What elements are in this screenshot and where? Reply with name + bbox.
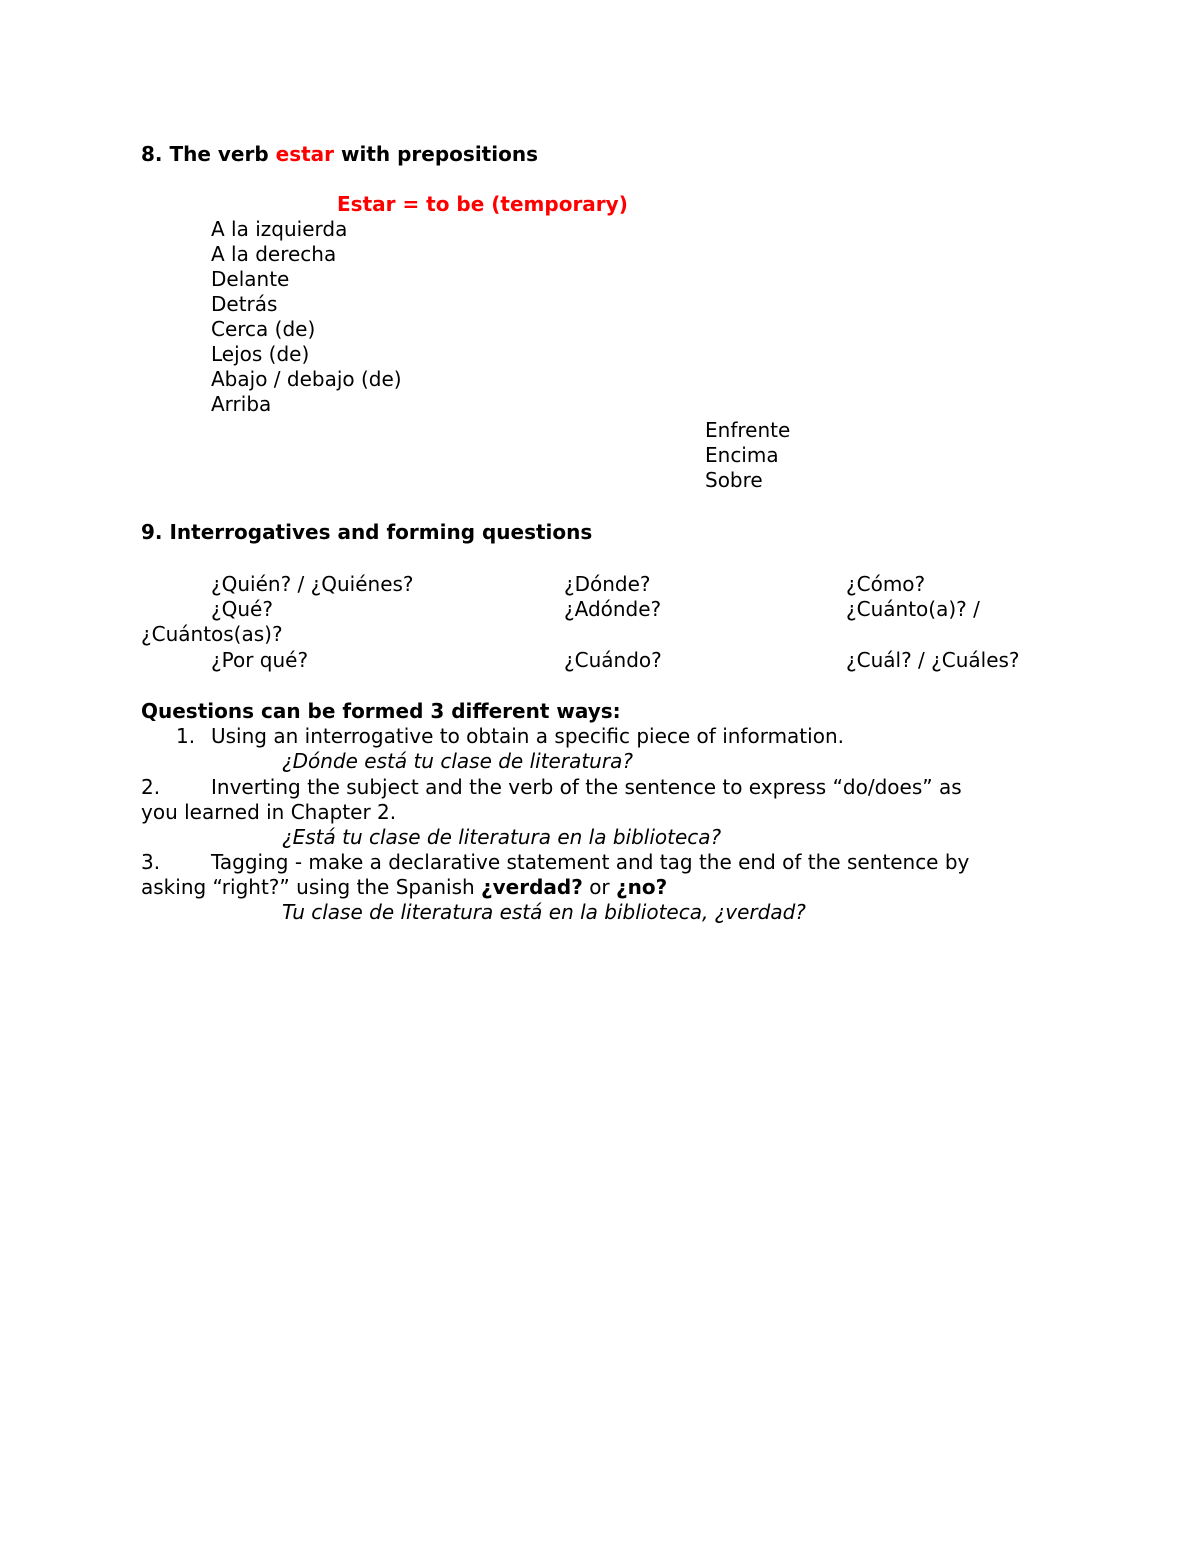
interrogative-cell: ¿Dónde? <box>564 572 651 596</box>
section8-title <box>141 142 538 167</box>
preposition-item: A la izquierda <box>211 217 348 241</box>
interrogative-cell: ¿Cuándo? <box>564 648 662 672</box>
preposition-item: Sobre <box>705 468 763 492</box>
preposition-item: Arriba <box>211 392 272 416</box>
questions-heading: Questions can be formed 3 different ways: <box>141 699 621 723</box>
interrogative-cell: ¿Cuánto(a)? / <box>846 597 980 621</box>
list-item-text: Inverting the subject and the verb of the sentence to express “do/does” as <box>211 775 962 799</box>
list-item-text: Tagging - make a declarative statement and tag the end of the sentence by <box>211 850 970 874</box>
preposition-item: Delante <box>211 267 290 291</box>
preposition-item: Encima <box>705 443 779 467</box>
section8-title-pre: The verb <box>169 142 269 166</box>
section8-title-highlight: estar <box>275 142 335 166</box>
preposition-item: Abajo / debajo (de) <box>211 367 402 391</box>
interrogative-cell-wrap: ¿Cuántos(as)? <box>141 622 283 646</box>
list-number: 3. <box>141 850 161 874</box>
tag-text: asking “right?” using the Spanish <box>141 875 475 899</box>
tag-verdad: ¿verdad? <box>481 875 583 899</box>
preposition-item: Detrás <box>211 292 278 316</box>
example-sentence: ¿Está tu clase de literatura en la biblioteca? <box>282 825 722 849</box>
preposition-item: Enfrente <box>705 418 791 442</box>
interrogative-cell: ¿Adónde? <box>564 597 662 621</box>
list-number: 2. <box>141 775 161 799</box>
preposition-item: Lejos (de) <box>211 342 310 366</box>
interrogative-cell: ¿Qué? <box>211 597 273 621</box>
list-number: 1. <box>176 724 196 748</box>
section8-title-post: with prepositions <box>341 142 538 166</box>
interrogative-cell: ¿Por qué? <box>211 648 309 672</box>
tag-or: or <box>589 875 610 899</box>
preposition-item: Cerca (de) <box>211 317 316 341</box>
example-sentence: ¿Dónde está tu clase de literatura? <box>282 749 633 773</box>
list-item-text: Using an interrogative to obtain a specific piece of information. <box>211 724 844 748</box>
section9-title: 9. Interrogatives and forming questions <box>141 520 593 544</box>
preposition-item: A la derecha <box>211 242 337 266</box>
list-item-text <box>141 875 667 900</box>
example-sentence: Tu clase de literatura está en la biblioteca, ¿verdad? <box>282 900 806 924</box>
tag-no: ¿no? <box>616 875 668 899</box>
interrogative-cell: ¿Cómo? <box>846 572 926 596</box>
interrogative-cell: ¿Cuál? / ¿Cuáles? <box>846 648 1020 672</box>
list-item-text: you learned in Chapter 2. <box>141 800 397 824</box>
section8-number: 8. <box>141 142 163 166</box>
preposition-list-right <box>705 418 790 493</box>
estar-definition: Estar = to be (temporary) <box>337 192 628 216</box>
preposition-list-left <box>211 217 402 417</box>
interrogative-cell: ¿Quién? / ¿Quiénes? <box>211 572 414 596</box>
